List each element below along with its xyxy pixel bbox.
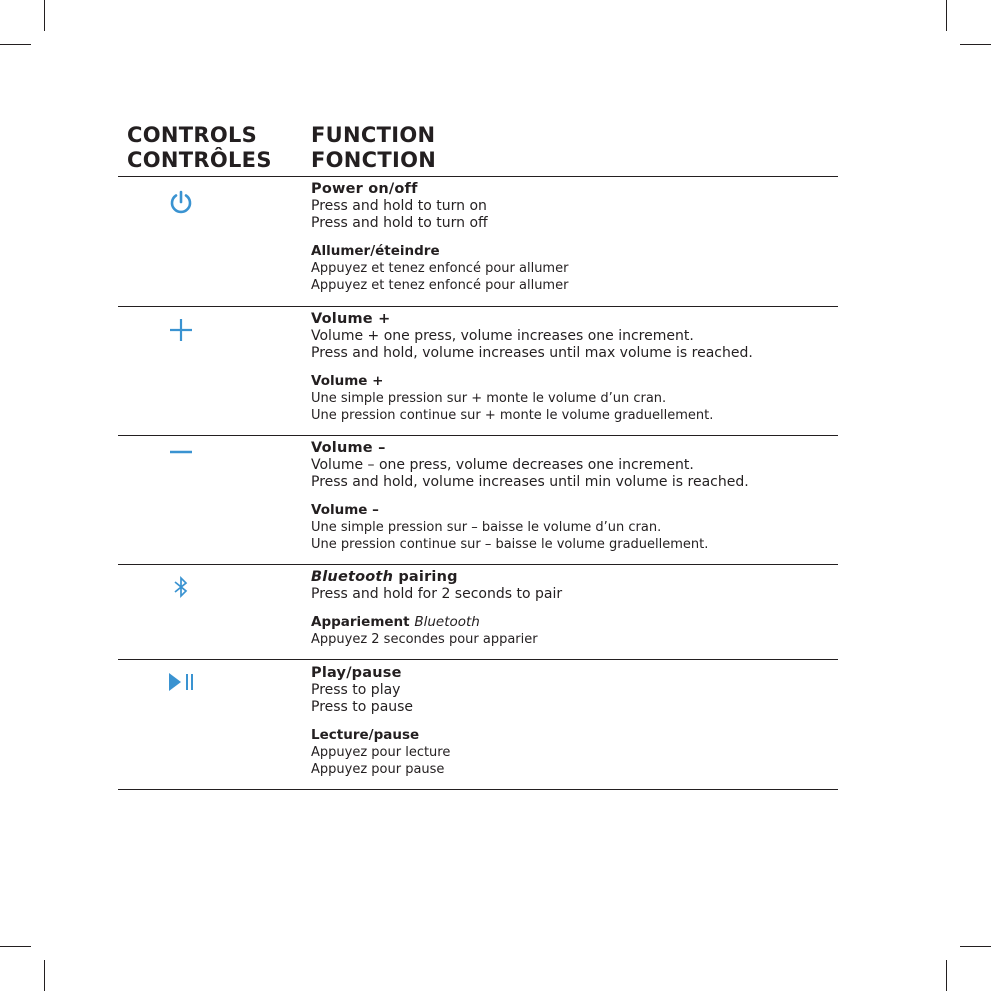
divider bbox=[118, 659, 838, 660]
play-pause-line-en: Press to pause bbox=[311, 699, 414, 715]
plus-icon bbox=[167, 316, 195, 344]
volume-down-description bbox=[311, 440, 831, 553]
crop-mark bbox=[946, 960, 947, 991]
volume-up-title-fr: Volume + bbox=[311, 373, 384, 389]
controls-heading-fr: CONTRÔLES bbox=[127, 148, 272, 172]
volume-down-title-en: Volume – bbox=[311, 440, 386, 456]
power-description bbox=[311, 181, 831, 294]
bluetooth-title-en-italic: Bluetooth bbox=[311, 569, 394, 585]
divider bbox=[118, 435, 838, 436]
controls-heading bbox=[127, 123, 272, 173]
crop-mark bbox=[0, 946, 31, 947]
function-heading-en: FUNCTION bbox=[311, 123, 436, 147]
bluetooth-line-fr: Appuyez 2 secondes pour apparier bbox=[311, 632, 538, 647]
volume-up-description bbox=[311, 311, 831, 424]
function-heading-fr: FONCTION bbox=[311, 148, 437, 172]
power-line-fr: Appuyez et tenez enfoncé pour allumer bbox=[311, 278, 569, 293]
power-title-en: Power on/off bbox=[311, 181, 418, 197]
volume-down-title-fr: Volume – bbox=[311, 502, 379, 518]
bluetooth-title-fr-rest: Appariement bbox=[311, 614, 415, 630]
bluetooth-title-en-rest: pairing bbox=[393, 569, 458, 585]
divider bbox=[118, 306, 838, 307]
bluetooth-title-en bbox=[311, 569, 831, 586]
volume-up-line-fr: Une simple pression sur + monte le volume d’un cran. bbox=[311, 391, 667, 406]
play-pause-title-en: Play/pause bbox=[311, 665, 402, 681]
crop-mark bbox=[44, 960, 45, 991]
volume-down-line-fr: Une simple pression sur – baisse le volume d’un cran. bbox=[311, 520, 662, 535]
play-pause-title-fr: Lecture/pause bbox=[311, 727, 420, 743]
power-line-en: Press and hold to turn off bbox=[311, 215, 488, 231]
bluetooth-description bbox=[311, 569, 831, 648]
function-heading bbox=[311, 123, 436, 173]
bluetooth-line-en: Press and hold for 2 seconds to pair bbox=[311, 586, 563, 602]
crop-mark bbox=[960, 44, 991, 45]
bluetooth-title-fr bbox=[311, 614, 831, 631]
volume-down-line-en: Press and hold, volume increases until min volume is reached. bbox=[311, 474, 749, 490]
power-line-en: Press and hold to turn on bbox=[311, 198, 487, 214]
volume-up-line-fr: Une pression continue sur + monte le volume graduellement. bbox=[311, 408, 714, 423]
bluetooth-icon bbox=[167, 573, 195, 601]
crop-mark bbox=[0, 44, 31, 45]
volume-up-line-en: Volume + one press, volume increases one increment. bbox=[311, 328, 694, 344]
controls-heading-en: CONTROLS bbox=[127, 123, 258, 147]
volume-down-line-fr: Une pression continue sur – baisse le volume graduellement. bbox=[311, 537, 709, 552]
play-pause-description bbox=[311, 665, 831, 778]
divider bbox=[118, 789, 838, 790]
volume-up-line-en: Press and hold, volume increases until max volume is reached. bbox=[311, 345, 753, 361]
minus-icon bbox=[167, 438, 195, 466]
divider bbox=[118, 176, 838, 177]
crop-mark bbox=[946, 0, 947, 31]
crop-mark bbox=[44, 0, 45, 31]
play-pause-line-en: Press to play bbox=[311, 682, 401, 698]
volume-down-line-en: Volume – one press, volume decreases one increment. bbox=[311, 457, 694, 473]
power-title-fr: Allumer/éteindre bbox=[311, 243, 440, 259]
bluetooth-title-fr-italic: Bluetooth bbox=[414, 614, 480, 630]
volume-up-title-en: Volume + bbox=[311, 311, 391, 327]
play-pause-line-fr: Appuyez pour lecture bbox=[311, 745, 451, 760]
divider bbox=[118, 564, 838, 565]
power-icon bbox=[167, 188, 195, 216]
power-line-fr: Appuyez et tenez enfoncé pour allumer bbox=[311, 261, 569, 276]
crop-mark bbox=[960, 946, 991, 947]
play-pause-icon bbox=[168, 668, 196, 696]
play-pause-line-fr: Appuyez pour pause bbox=[311, 762, 445, 777]
